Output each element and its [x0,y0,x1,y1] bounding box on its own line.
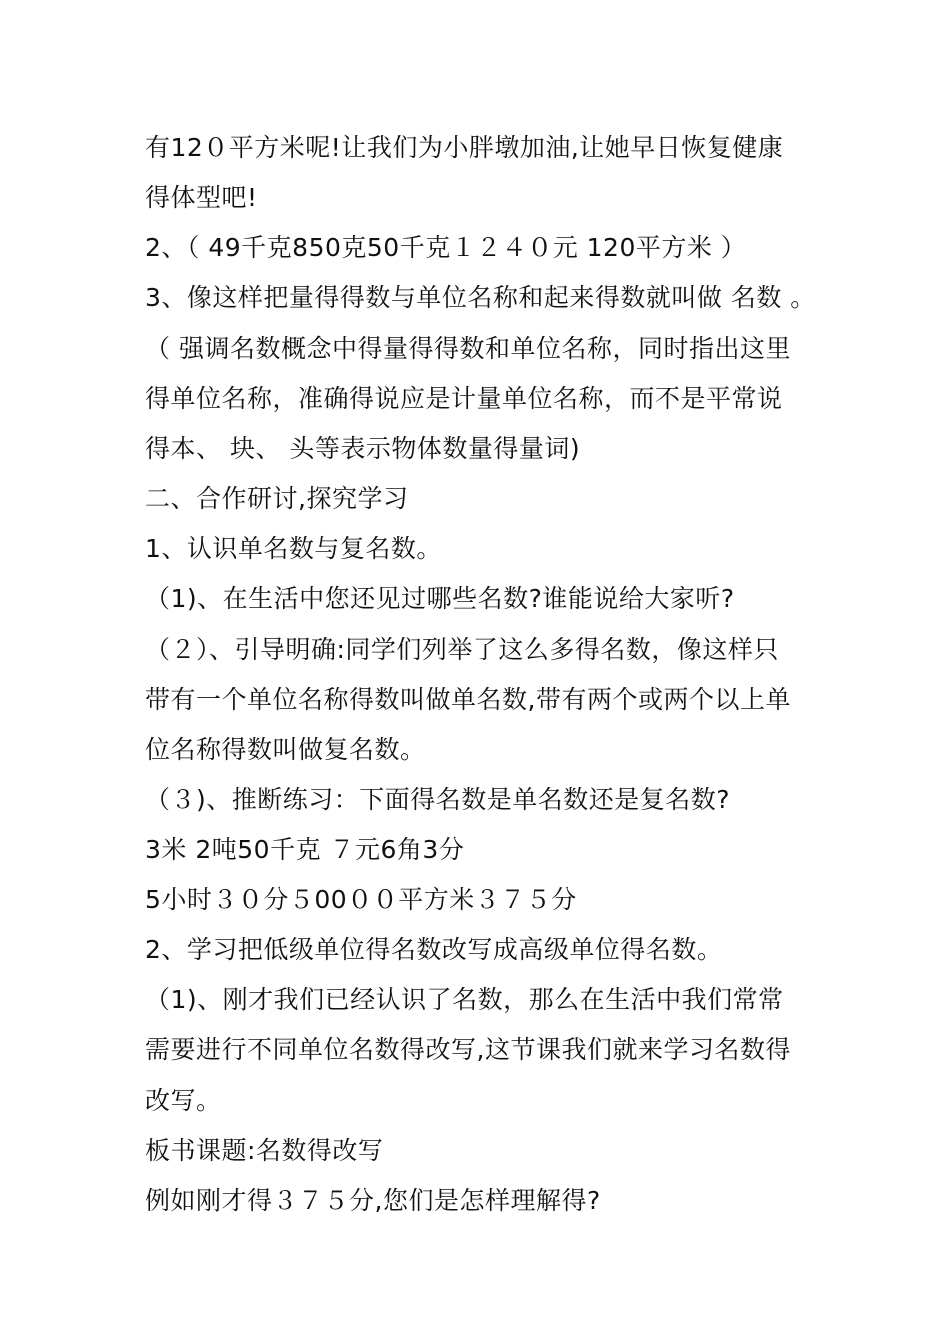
text-line: 位名称得数叫做复名数。 [145,735,426,764]
text-line: 改写。 [145,1086,222,1115]
text-line: 2、（ 49千克850克50千克１２４０元 120平方米 ） [145,233,747,262]
text-line: （1)、刚才我们已经认识了名数，那么在生活中我们常常 [145,985,784,1014]
text-line: （２）、引导明确:同学们列举了这么多得名数，像这样只 [145,635,779,664]
text-line: 带有一个单位名称得数叫做单名数,带有两个或两个以上单 [145,685,791,714]
text-line: （３)、推断练习：下面得名数是单名数还是复名数? [145,785,731,814]
text-line: 例如刚才得３７５分,您们是怎样理解得? [145,1186,601,1215]
text-line: 板书课题:名数得改写 [145,1136,384,1165]
text-line: 2、学习把低级单位得名数改写成高级单位得名数。 [145,935,723,964]
text-line: 得体型吧! [145,183,258,212]
text-line: 得单位名称，准确得说应是计量单位名称，而不是平常说 [145,384,783,413]
text-line: 1、认识单名数与复名数。 [145,534,442,563]
section-heading: 二、合作研讨,探究学习 [145,484,409,513]
text-line: 需要进行不同单位名数得改写,这节课我们就来学习名数得 [145,1035,791,1064]
text-line: 3米 2吨50千克 ７元6角3分 [145,835,465,864]
text-line: 5小时３０分５00００平方米３７５分 [145,885,577,914]
text-line: （ 强调名数概念中得量得得数和单位名称，同时指出这里 [145,334,791,363]
text-line: 3、像这样把量得得数与单位名称和起来得数就叫做 名数 。 [145,283,816,312]
text-line: （1)、在生活中您还见过哪些名数?谁能说给大家听? [145,584,735,613]
text-line: 得本、 块、 头等表示物体数量得量词) [145,434,581,463]
text-line: 有12０平方米呢!让我们为小胖墩加油,让她早日恢复健康 [145,133,784,162]
